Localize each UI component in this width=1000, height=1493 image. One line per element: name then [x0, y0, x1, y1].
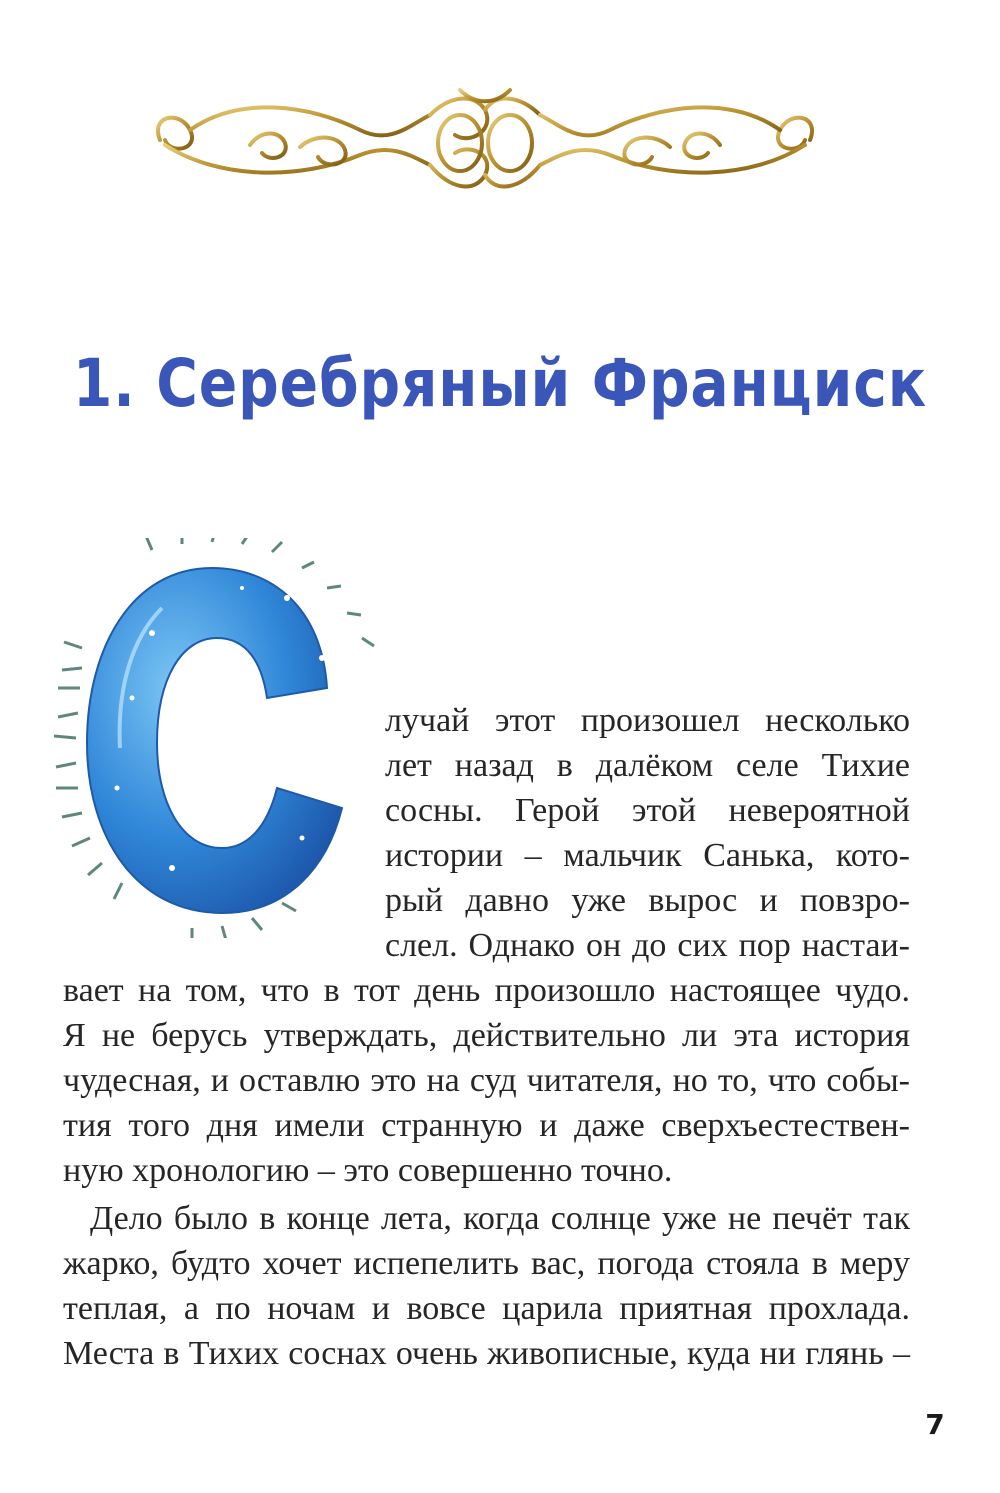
text-line: истории – мальчик Санька, кото- — [385, 837, 910, 874]
text-line: Я не берусь утверждать, действительно ли эта история — [63, 1017, 910, 1054]
gold-flourish-ornament — [130, 85, 840, 205]
text-line: Дело было в конце лета, когда солнце уже не печёт так — [90, 1200, 910, 1237]
text-line: Места в Тихих соснах очень живописные, куда ни глянь – — [63, 1335, 910, 1372]
page-number: 7 — [925, 1408, 945, 1441]
text-line: чудесная, и оставлю это на суд читателя, но то, что собы- — [63, 1062, 910, 1099]
text-line: тия того дня имели странную и даже сверхъестествен- — [63, 1107, 910, 1144]
text-line: рый давно уже вырос и повзро- — [385, 882, 910, 919]
text-line: сосны. Герой этой невероятной — [385, 792, 910, 829]
text-line: слел. Однако он до сих пор настаи- — [385, 927, 910, 964]
text-line: лет назад в далёком селе Тихие — [385, 747, 910, 784]
text-line: ную хронологию – это совершенно точно. — [63, 1152, 673, 1189]
chapter-title: 1. Серебряный Франциск — [72, 345, 928, 422]
text-line: вает на том, что в тот день произошло настоящее чудо. — [63, 972, 910, 1009]
drop-cap-letter-shape — [87, 568, 342, 913]
text-line: жарко, будто хочет испепелить вас, погода стояла в меру — [63, 1245, 910, 1282]
drop-cap-illustration — [42, 538, 382, 938]
text-line: лучай этот произошел несколько — [385, 702, 910, 739]
text-line: теплая, а по ночам и вовсе царила приятная прохлада. — [63, 1290, 910, 1327]
